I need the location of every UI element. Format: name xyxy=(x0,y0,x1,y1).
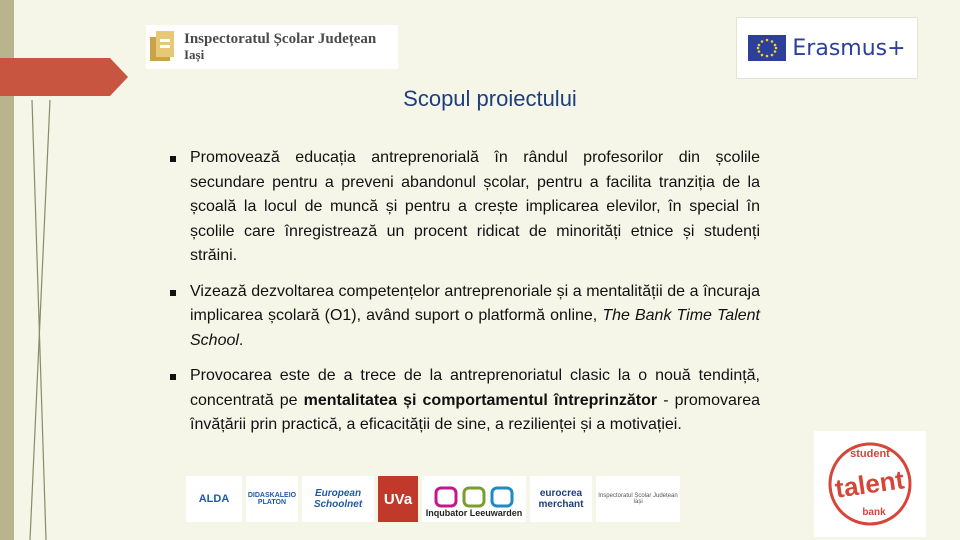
erasmus-label: Erasmus+ xyxy=(792,35,906,61)
bullet-text-end: . xyxy=(238,331,244,349)
partner-name: ALDA xyxy=(198,493,230,505)
bullet-item-1 xyxy=(170,146,760,269)
bullet-emphasis: mentalitatea și comportamentul întreprinzător xyxy=(303,391,658,409)
partner-name: eurocrea merchant xyxy=(538,488,584,510)
inqubator-mark-icon xyxy=(434,486,514,508)
bullet-marker-icon xyxy=(170,156,176,162)
partner-name: UVa xyxy=(383,490,413,508)
erasmus-logo xyxy=(736,17,918,79)
bullet-text: Promovează educația antreprenorială în rândul profesorilor din școlile secundare pentru a preveni abandonul școlar, pentru a facilita tranziția de la școală la locul de muncă și pentru a crește implicarea elevilor, în special în școlile care înregistrează un procent ridicat de minorități etnice și studenți străini. xyxy=(190,149,760,264)
platform-name: The Bank Time Talent School xyxy=(190,307,760,349)
bullet-item-2 xyxy=(170,280,760,354)
partner-logo-isj xyxy=(596,476,680,522)
partner-name: DIDASKALEIO PLATON xyxy=(247,492,297,506)
partner-logos xyxy=(186,476,736,540)
talent-logo-bottom: bank xyxy=(862,507,886,518)
partner-logo-uva xyxy=(378,476,418,522)
partner-name: Inspectoratul Școlar Județean Iași xyxy=(598,493,678,505)
inspectorat-emblem-icon xyxy=(148,29,178,65)
partner-logo-platon xyxy=(246,476,298,522)
talent-logo-top: student xyxy=(850,448,890,460)
partner-logo-alda xyxy=(186,476,242,522)
bullet-marker-icon xyxy=(170,290,176,296)
bullet-text: Vizează dezvoltarea competențelor antreprenoriale și a mentalității de a încuraja implicarea școlară (O1), având suport o platformă online, xyxy=(190,282,760,324)
bullet-item-3 xyxy=(170,364,760,438)
inspectorat-name: Inspectoratul Școlar Județean xyxy=(184,31,377,48)
inspectorat-city: Iași xyxy=(184,47,205,63)
partner-name: Inqubator Leeuwarden xyxy=(425,508,523,518)
partner-logo-schoolnet xyxy=(302,476,374,522)
partner-logo-inqubator xyxy=(422,476,526,522)
page-title: Scopul proiectului xyxy=(403,86,577,111)
bullet-list xyxy=(170,146,760,449)
bullet-marker-icon xyxy=(170,374,176,380)
eu-flag-icon xyxy=(748,35,786,61)
bullet-text: Provocarea este de a trece de la antreprenoriatul clasic la o nouă tendință, concentrată pe xyxy=(190,367,760,409)
inspectorat-logo xyxy=(146,25,398,69)
bullet-text-end: - promovarea învățării prin practică, a eficacității de sine, a rezilienței și a motivației. xyxy=(190,391,760,433)
talent-logo-main: talent xyxy=(833,464,907,504)
partner-name: European Schoolnet xyxy=(313,488,363,510)
student-talent-bank-logo xyxy=(814,431,926,537)
partner-logo-eurocrea xyxy=(530,476,592,522)
